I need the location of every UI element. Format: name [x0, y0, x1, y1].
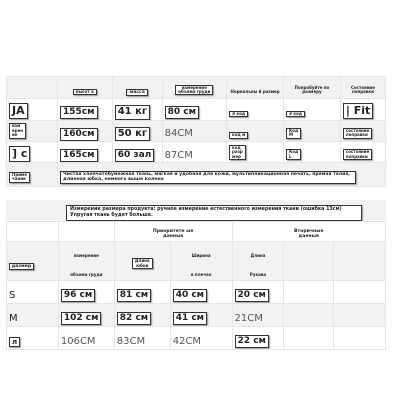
table-row	[7, 99, 386, 121]
cell-normal-size: Э код	[229, 111, 248, 117]
cell-fit-state: состояние поправки	[343, 149, 372, 160]
cell-shoulder-width: 41 см	[173, 312, 207, 325]
cell-chest: 102 см	[61, 312, 102, 325]
table1-note-row	[7, 163, 386, 187]
cell-fit-state: состояние поправки	[343, 128, 372, 139]
header-fit-state: Состояние поправки	[350, 84, 375, 94]
cell-fit-state: | Fit	[343, 103, 373, 119]
product-measurement-table	[6, 221, 386, 350]
cell-sleeve-length: 20 см	[235, 289, 269, 302]
cell-chest: 80 см	[165, 106, 199, 119]
table2-group-header-row	[7, 222, 386, 242]
cell-try-size: Код L	[286, 149, 301, 160]
header-empty	[7, 77, 58, 99]
cell-shoulder-width: 40 см	[173, 289, 207, 302]
group-secondary: Вторичные данные	[294, 228, 324, 239]
group-primary: Приоритетн ые данные	[152, 228, 194, 239]
header-chest: измерение объема груди	[70, 253, 103, 277]
table1-header-row	[7, 77, 386, 99]
row-label: изм ерен ие	[9, 123, 26, 138]
header-normal-size: Нормальны й размер	[230, 89, 280, 94]
cell-sleeve-length: 21CM	[234, 312, 263, 324]
cell-try-size: Код M	[286, 128, 301, 139]
header-try-size: Попробуйте по размеру	[294, 84, 330, 94]
size-chart-table	[6, 76, 386, 187]
row-label: ] с	[9, 146, 30, 162]
table-row	[7, 327, 386, 350]
header-skirt-length: Длина юбки	[132, 258, 153, 269]
cell-height: 155см	[60, 106, 97, 119]
cell-try-size: Э код	[286, 111, 305, 117]
note-label: Приме чание	[9, 172, 30, 183]
cell-normal-size: код разр мер	[229, 145, 246, 160]
row-size-label: S	[9, 289, 16, 301]
header-chest: измерение объема груди	[175, 85, 213, 96]
cell-sleeve-length: 22 см	[235, 335, 269, 348]
table2-title: Измерение размера продукта: ручное измерение естественного измерения ткани (ошибка 13см) Упругая ткань будет больше.	[66, 205, 362, 221]
cell-chest: 84CM	[164, 128, 193, 140]
cell-skirt-length: 83CM	[116, 335, 146, 347]
cell-height: 165см	[60, 149, 97, 162]
cell-chest: 87CM	[164, 149, 193, 161]
cell-weight: 41 кг	[115, 105, 150, 120]
cell-skirt-length: 81 см	[117, 289, 151, 302]
table2-header-row	[7, 242, 386, 281]
row-size-label: л	[9, 337, 20, 347]
header-shoulder-width: Ширина в плечах	[190, 253, 212, 277]
table-row	[7, 304, 386, 327]
cell-weight: 50 кг	[115, 127, 150, 142]
header-sleeve-length: Длина Рукава	[249, 253, 267, 277]
row-size-label: M	[9, 312, 18, 324]
table-row	[7, 142, 386, 163]
cell-weight: 60 зал	[115, 149, 155, 162]
header-size: размер	[9, 263, 34, 270]
cell-shoulder-width: 42CM	[172, 335, 202, 347]
cell-normal-size: код м	[229, 132, 248, 138]
note-text: Чистая хлопчатобумажная ткань, мягкая и удобная для кожи, мультипликационная печать, прямая талия, длинная юбка, немного выше колена	[60, 171, 356, 184]
table-row	[7, 281, 386, 304]
cell-skirt-length: 82 см	[117, 312, 151, 325]
table-row	[7, 120, 386, 142]
header-weight: масса	[126, 89, 147, 96]
row-label: JA	[9, 103, 28, 119]
cell-chest: 106CM	[60, 335, 96, 347]
cell-chest: 96 см	[61, 289, 95, 302]
cell-height: 160см	[60, 128, 97, 141]
header-height: высот а	[73, 89, 97, 95]
